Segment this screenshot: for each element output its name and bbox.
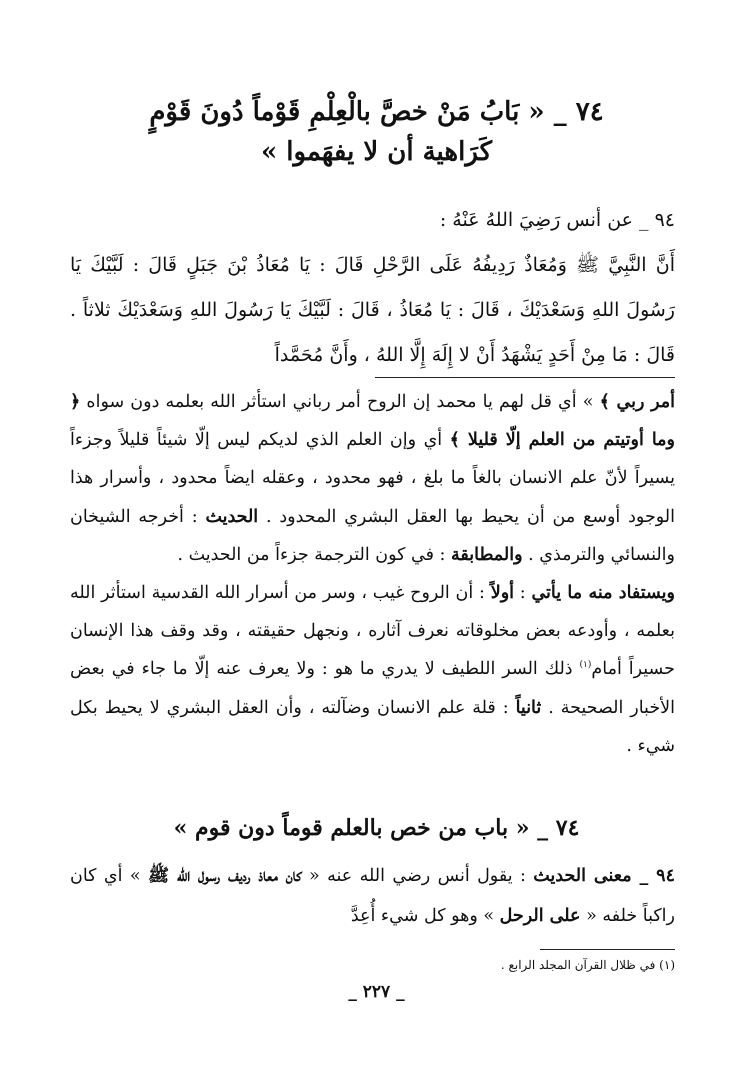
commentary-text: : <box>514 583 532 604</box>
chapter-heading-line1: ٧٤ _ « بَابُ مَنْ خصَّ بالْعِلْمِ قَوْماً دُونَ قَوْمٍ <box>149 97 604 127</box>
meaning-paragraph <box>70 856 675 936</box>
commentary-paragraph-2 <box>70 574 675 765</box>
quran-quote: ﴿ وما أوتيتم من العلم إلّا قليلا ﴾ <box>70 392 675 451</box>
quran-quote-end: أمر ربي ﴾ <box>599 392 675 412</box>
term-hadith: الحديث <box>205 506 259 527</box>
meaning-text: » وهو كل شيء أُعِدَّ <box>350 906 500 926</box>
footnote-marker: (١) <box>579 660 592 671</box>
footnote-rule <box>540 949 675 950</box>
commentary-text: : قلة علم الانسان وضآلته ، وأن العقل البشري لا يحيط بكل شيء . <box>70 697 675 756</box>
commentary-paragraph-1 <box>70 383 675 574</box>
commentary-text: » أي قل لهم يا محمد إن الروح أمر رباني استأثر الله بعلمه دون سواه <box>80 392 600 412</box>
commentary-text: : أخرجه الشيخان والنسائي والترمذي . <box>70 506 675 565</box>
commentary-block <box>70 383 675 765</box>
meaning-block <box>70 856 675 936</box>
term-first: أولاً <box>490 583 515 604</box>
commentary-text: : في كون الترجمة جزءاً من الحديث . <box>177 544 452 565</box>
commentary-text: ذلك السر اللطيف لا يدري ما هو : ولا يعرف عنه إلّا ما جاء في بعض الأخبار الصحيحة . <box>70 659 675 718</box>
term-second: ثانياً <box>515 697 542 718</box>
commentary-text: : أن الروح غيب ، وسر من أسرار الله القدسية استأثر الله بعلمه ، وأودعه بعض مخلوقاته نعرف آثاره ، ونجهل حقيقته ، وقد وقف هذا الإنسان حسيراً أمام <box>70 583 675 680</box>
hadith-body: أَنَّ النَّبِيَّ ﷺ وَمُعَاذٌ رَدِيفُهُ عَلَى الرَّحْلِ قَالَ : يَا مُعَاذُ بْنَ جَبَلٍ قَالَ : لَبَّيْكَ يَا رَسُولَ اللهِ وَسَعْدَيْكَ ، قَالَ : يَا مُعَاذُ ، قَالَ : لَبَّيْكَ يَا رَسُولَ اللهِ وَسَعْدَيْكَ ثلاثاً . قَالَ : مَا مِنْ أَحَدٍ يَشْهَدُ أَنْ لا إِلَهَ إِلَّا اللهُ ، وأَنَّ مُحَمَّداً <box>70 254 675 366</box>
commentary-text: أي وإن العلم الذي لديكم ليس إلّا شيئاً قليلاً وجزءاً يسيراً لأنّ علم الانسان بالغاً ما بلغ ، فهو محدود ، وعقله ايضاً محدود ، وأسرار هذا الوجود أوسع من أن يحيط بها العقل البشري المحدود . <box>70 430 675 527</box>
page-number: _ ٢٢٧ _ <box>348 982 405 1002</box>
quote-saddle: على الرحل <box>499 906 581 926</box>
section-heading: ٧٤ _ « باب من خص بالعلم قوماً دون قوم » <box>173 815 580 841</box>
separator-rule <box>375 377 675 378</box>
footnote: (١) في ظلال القرآن المجلد الرابع . <box>500 958 675 972</box>
meaning-text: : يقول أنس رضي الله عنه « <box>301 866 534 886</box>
hadith-intro: ٩٤ _ عن أنس رَضِيَ اللهُ عَنْهُ : <box>439 209 675 231</box>
hadith-text-block <box>70 198 675 378</box>
quote-muadh: كان معاذ رديف رسول الله ﷺ <box>147 866 302 886</box>
term-benefits: ويستفاد منه ما يأتي <box>531 583 675 604</box>
term-meaning: ٩٤ _ معنى الحديث <box>533 866 675 886</box>
chapter-heading <box>0 92 753 172</box>
chapter-heading-line2: كَرَاهية أن لا يفهَموا » <box>260 137 493 167</box>
meaning-text: » أي كان راكباً خلفه « <box>70 866 675 926</box>
term-correspondence: والمطابقة <box>451 544 523 565</box>
